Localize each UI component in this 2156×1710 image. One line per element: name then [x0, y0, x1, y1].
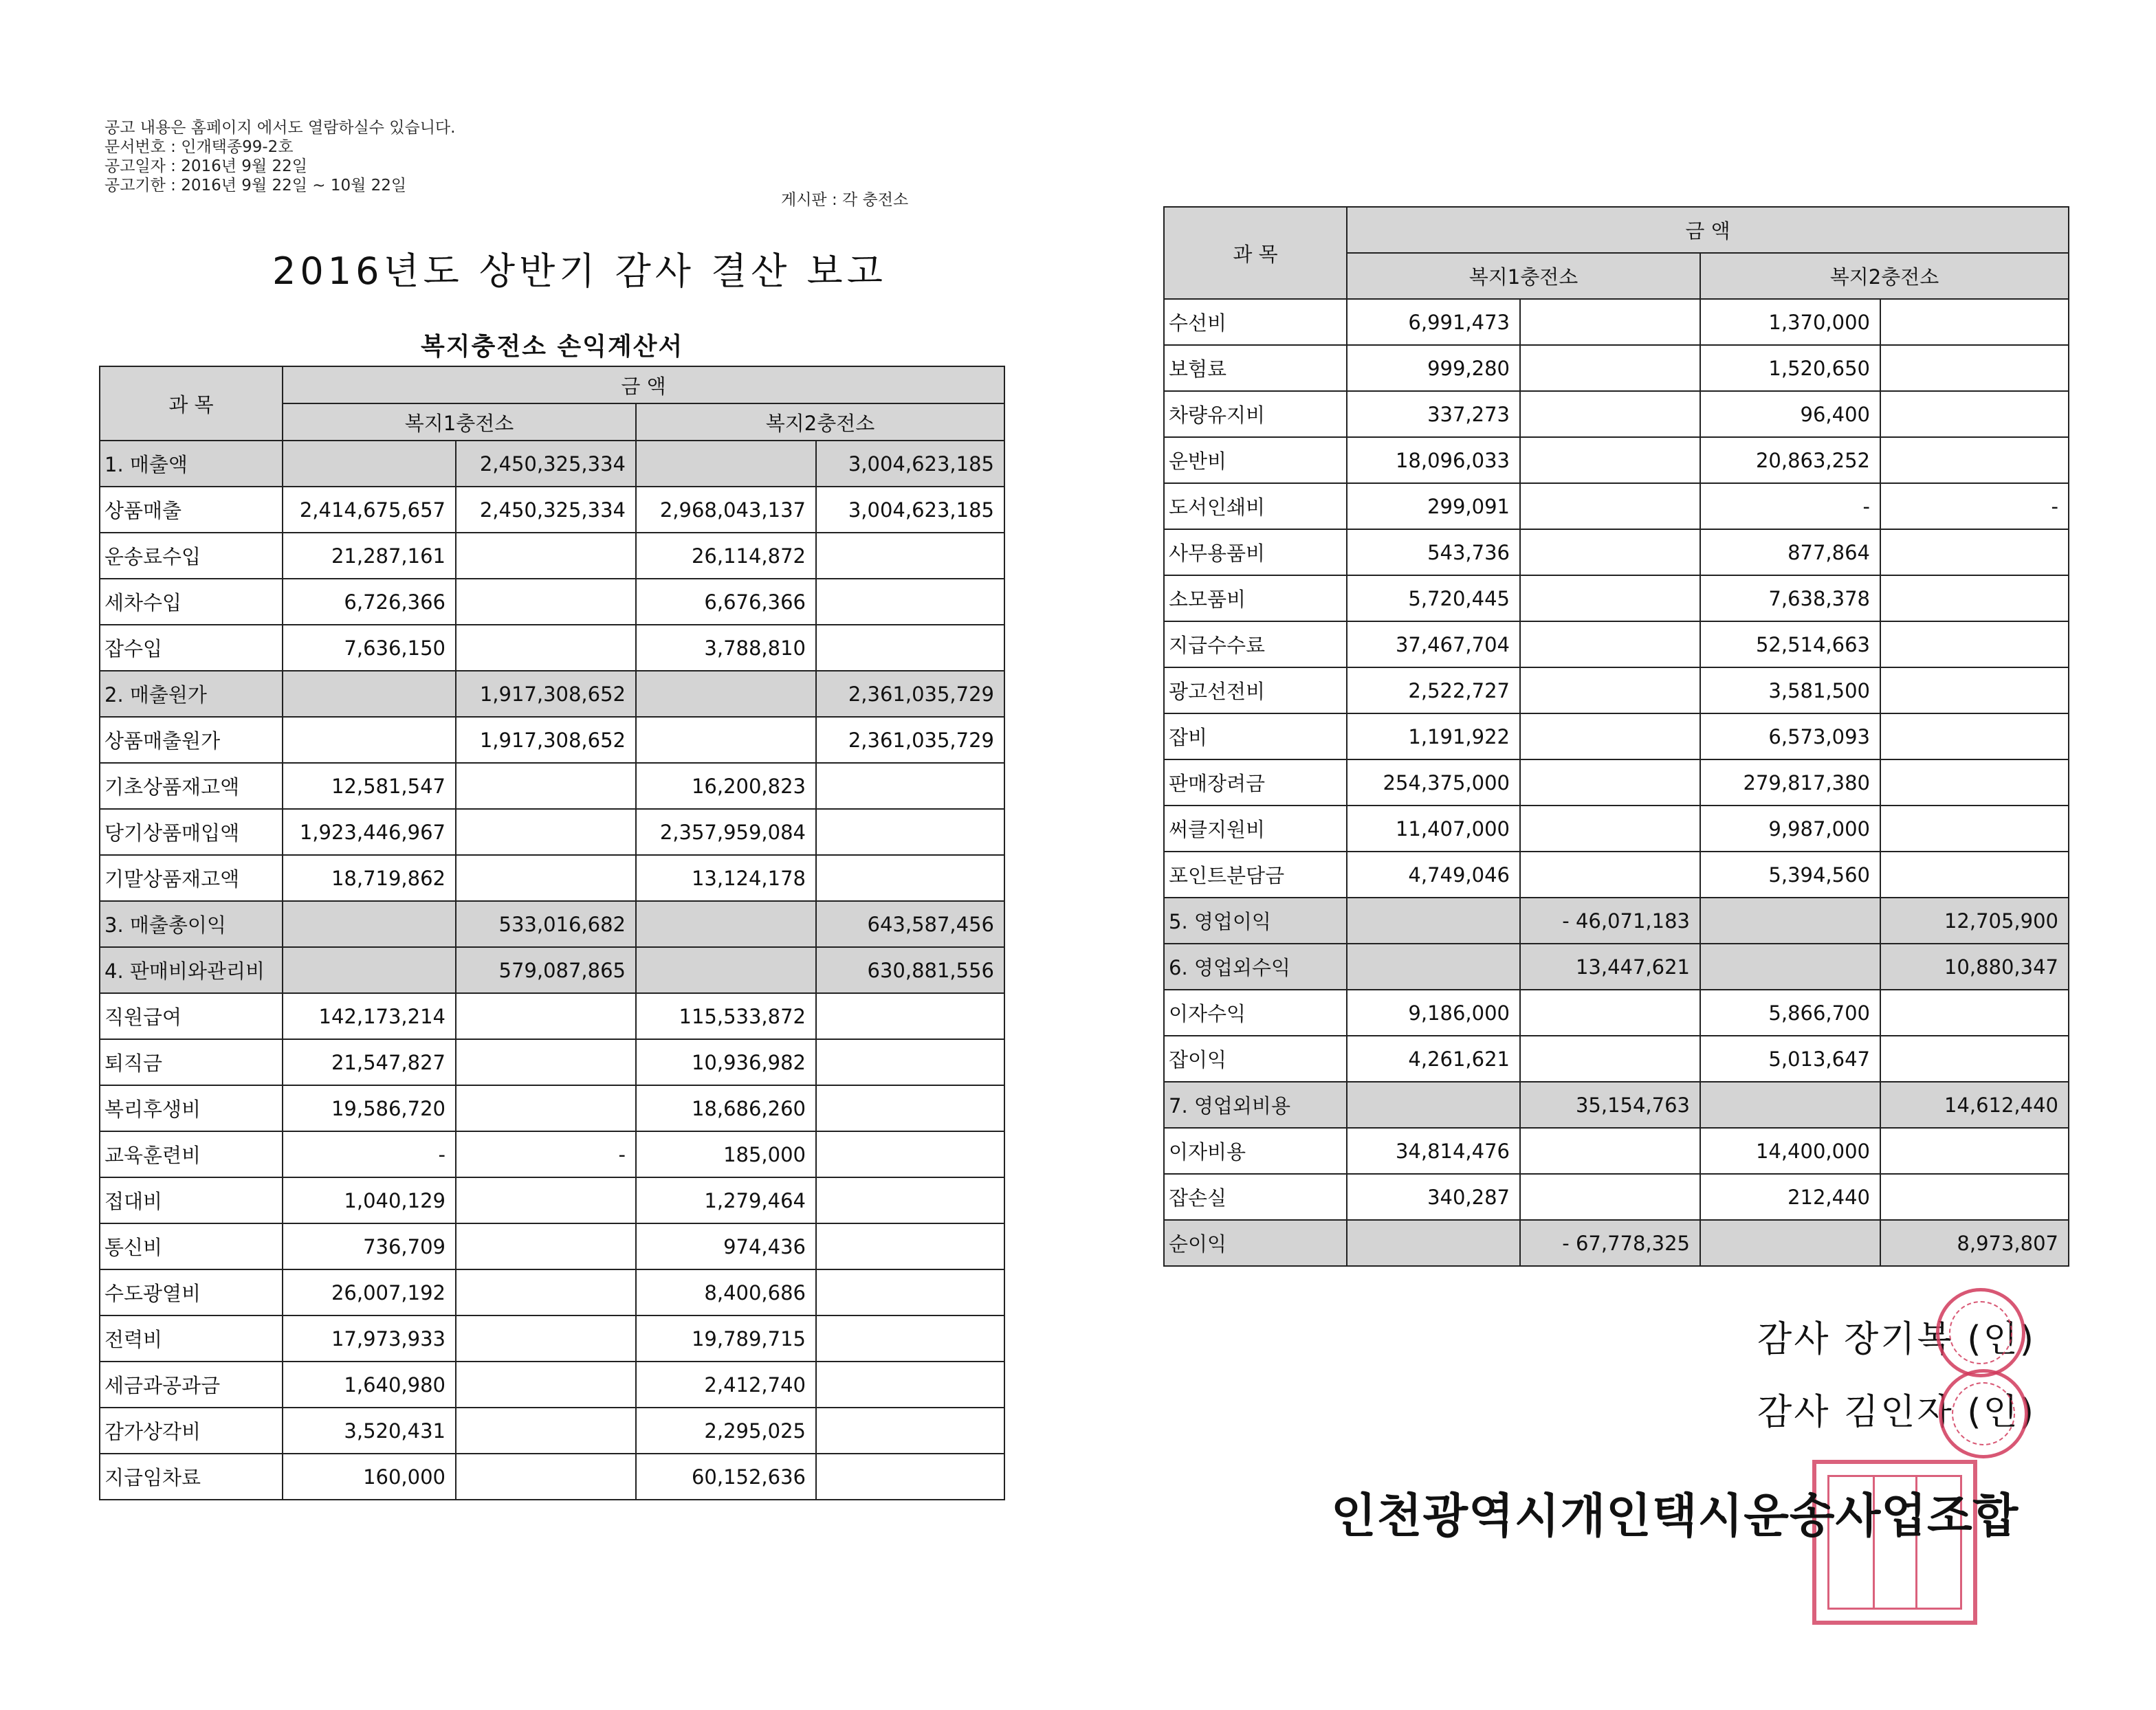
row-label: 접대비 — [100, 1177, 283, 1223]
table-row — [100, 1085, 1004, 1131]
station1-header: 복지1충전소 — [283, 403, 636, 441]
cell-station1-total — [456, 763, 636, 809]
row-label: 소모품비 — [1164, 575, 1347, 621]
cell-station2-total: 643,587,456 — [816, 901, 1004, 947]
cell-station1-detail — [283, 717, 456, 763]
cell-station2-detail: 6,573,093 — [1700, 713, 1880, 759]
row-label: 잡수입 — [100, 625, 283, 671]
station1-header: 복지1충전소 — [1347, 253, 1700, 299]
cell-station1-detail: 4,749,046 — [1347, 852, 1520, 898]
table-row — [1164, 391, 2069, 437]
row-label: 이자비용 — [1164, 1128, 1347, 1174]
cell-station2-detail — [636, 717, 816, 763]
cell-station1-total — [1520, 483, 1700, 529]
cell-station1-total — [1520, 391, 1700, 437]
cell-station1-detail: 3,520,431 — [283, 1408, 456, 1454]
cell-station1-detail: 21,547,827 — [283, 1039, 456, 1085]
cell-station2-total: 12,705,900 — [1880, 898, 2069, 944]
cell-station2-total — [816, 533, 1004, 579]
cell-station2-total — [816, 1408, 1004, 1454]
subject-header: 과 목 — [100, 366, 283, 441]
cell-station2-detail: 19,789,715 — [636, 1315, 816, 1362]
table-row — [1164, 806, 2069, 852]
cell-station2-total — [816, 1454, 1004, 1500]
cell-station1-total — [456, 1362, 636, 1408]
cell-station2-detail: 115,533,872 — [636, 993, 816, 1039]
cell-station1-total — [456, 533, 636, 579]
cell-station2-detail: 1,279,464 — [636, 1177, 816, 1223]
table-row — [100, 1177, 1004, 1223]
cell-station1-detail: 18,096,033 — [1347, 437, 1520, 483]
cell-station2-detail: 8,400,686 — [636, 1269, 816, 1315]
auditor-signature-1: 감사 장기복 (인) — [1757, 1319, 2036, 1360]
cell-station2-total — [816, 1269, 1004, 1315]
cell-station2-total — [1880, 621, 2069, 667]
cell-station1-total — [1520, 299, 1700, 345]
cell-station2-total — [1880, 345, 2069, 391]
income-statement-table-left — [99, 366, 1005, 1500]
table-row — [1164, 483, 2069, 529]
cell-station2-total: 14,612,440 — [1880, 1082, 2069, 1128]
cell-station2-total: 630,881,556 — [816, 947, 1004, 993]
table-row — [100, 1131, 1004, 1177]
table-row — [100, 1223, 1004, 1269]
notice-period: 공고기한 : 2016년 9월 22일 ~ 10월 22일 — [104, 177, 407, 195]
cell-station1-detail: 142,173,214 — [283, 993, 456, 1039]
section-row — [1164, 944, 2069, 990]
row-label: 기말상품재고액 — [100, 855, 283, 901]
row-label: 상품매출 — [100, 487, 283, 533]
cell-station1-total — [1520, 1036, 1700, 1082]
cell-station2-total: 3,004,623,185 — [816, 487, 1004, 533]
table-row — [100, 855, 1004, 901]
table-row — [100, 993, 1004, 1039]
table-row — [1164, 990, 2069, 1036]
cell-station2-detail: 212,440 — [1700, 1174, 1880, 1220]
station2-header: 복지2충전소 — [1700, 253, 2069, 299]
cell-station1-detail: 736,709 — [283, 1223, 456, 1269]
row-label: 기초상품재고액 — [100, 763, 283, 809]
cell-station1-detail — [1347, 1082, 1520, 1128]
cell-station2-total — [1880, 713, 2069, 759]
cell-station2-detail: 3,788,810 — [636, 625, 816, 671]
row-label: 전력비 — [100, 1315, 283, 1362]
row-label: 잡손실 — [1164, 1174, 1347, 1220]
cell-station1-detail: 11,407,000 — [1347, 806, 1520, 852]
section-row — [100, 671, 1004, 717]
cell-station1-detail — [283, 901, 456, 947]
cell-station2-detail: 877,864 — [1700, 529, 1880, 575]
cell-station1-total — [456, 1177, 636, 1223]
section-row — [1164, 1220, 2069, 1266]
cell-station1-total — [1520, 852, 1700, 898]
table-row — [100, 625, 1004, 671]
page-title: 2016년도 상반기 감사 결산 보고 — [272, 249, 887, 293]
row-label: 잡이익 — [1164, 1036, 1347, 1082]
cell-station1-total — [456, 993, 636, 1039]
cell-station2-total — [816, 763, 1004, 809]
cell-station1-total — [456, 1223, 636, 1269]
cell-station2-detail — [636, 901, 816, 947]
subject-header: 과 목 — [1164, 207, 1347, 299]
row-label: 보험료 — [1164, 345, 1347, 391]
cell-station1-total: - 46,071,183 — [1520, 898, 1700, 944]
cell-station2-detail: 52,514,663 — [1700, 621, 1880, 667]
cell-station1-detail: 543,736 — [1347, 529, 1520, 575]
cell-station1-total — [1520, 1174, 1700, 1220]
row-label: 교육훈련비 — [100, 1131, 283, 1177]
row-label: 1. 매출액 — [100, 441, 283, 487]
cell-station2-total — [816, 809, 1004, 855]
station2-header: 복지2충전소 — [636, 403, 1004, 441]
cell-station2-detail: 5,013,647 — [1700, 1036, 1880, 1082]
cell-station2-total — [816, 1315, 1004, 1362]
cell-station2-detail — [636, 947, 816, 993]
cell-station2-detail: 5,866,700 — [1700, 990, 1880, 1036]
cell-station1-total: 35,154,763 — [1520, 1082, 1700, 1128]
cell-station1-total — [456, 1085, 636, 1131]
cell-station2-detail: 60,152,636 — [636, 1454, 816, 1500]
cell-station1-total — [1520, 990, 1700, 1036]
cell-station1-detail: 19,586,720 — [283, 1085, 456, 1131]
table-row — [1164, 759, 2069, 806]
row-label: 세금과공과금 — [100, 1362, 283, 1408]
cell-station1-total — [456, 625, 636, 671]
cell-station1-detail — [1347, 944, 1520, 990]
cell-station2-detail: 2,968,043,137 — [636, 487, 816, 533]
cell-station2-detail: 96,400 — [1700, 391, 1880, 437]
cell-station1-detail: - — [283, 1131, 456, 1177]
table-row — [1164, 1128, 2069, 1174]
cell-station2-total — [1880, 437, 2069, 483]
cell-station2-total — [816, 1131, 1004, 1177]
income-statement-table-right — [1163, 206, 2069, 1267]
cell-station2-detail: 16,200,823 — [636, 763, 816, 809]
table-row — [1164, 713, 2069, 759]
cell-station2-total — [1880, 1036, 2069, 1082]
row-label: 잡비 — [1164, 713, 1347, 759]
section-row — [1164, 1082, 2069, 1128]
table-row — [100, 1039, 1004, 1085]
cell-station1-detail — [1347, 1220, 1520, 1266]
amount-header: 금 액 — [283, 366, 1004, 403]
cell-station2-total — [816, 993, 1004, 1039]
cell-station1-detail: 37,467,704 — [1347, 621, 1520, 667]
cell-station1-detail: 6,991,473 — [1347, 299, 1520, 345]
cell-station2-total: 8,973,807 — [1880, 1220, 2069, 1266]
table-row — [100, 1269, 1004, 1315]
cell-station2-total — [1880, 667, 2069, 713]
table-row — [1164, 1174, 2069, 1220]
cell-station2-detail: 20,863,252 — [1700, 437, 1880, 483]
row-label: 차량유지비 — [1164, 391, 1347, 437]
cell-station1-detail: 340,287 — [1347, 1174, 1520, 1220]
cell-station1-total — [1520, 667, 1700, 713]
section-row — [100, 947, 1004, 993]
cell-station1-detail: 1,191,922 — [1347, 713, 1520, 759]
cell-station1-detail — [1347, 898, 1520, 944]
cell-station1-total — [456, 579, 636, 625]
cell-station2-total: 10,880,347 — [1880, 944, 2069, 990]
amount-header: 금 액 — [1347, 207, 2069, 253]
row-label: 수선비 — [1164, 299, 1347, 345]
cell-station1-detail: 299,091 — [1347, 483, 1520, 529]
cell-station2-detail: 26,114,872 — [636, 533, 816, 579]
cell-station2-total — [816, 579, 1004, 625]
row-label: 이자수익 — [1164, 990, 1347, 1036]
table-row — [1164, 437, 2069, 483]
cell-station2-detail: 279,817,380 — [1700, 759, 1880, 806]
cell-station1-detail: 5,720,445 — [1347, 575, 1520, 621]
cell-station1-total: 533,016,682 — [456, 901, 636, 947]
cell-station2-total — [1880, 575, 2069, 621]
table-row — [100, 717, 1004, 763]
cell-station1-total: 13,447,621 — [1520, 944, 1700, 990]
cell-station2-detail: 2,412,740 — [636, 1362, 816, 1408]
cell-station2-detail: 10,936,982 — [636, 1039, 816, 1085]
cell-station2-total — [1880, 852, 2069, 898]
cell-station1-detail: 254,375,000 — [1347, 759, 1520, 806]
cell-station2-detail: 2,295,025 — [636, 1408, 816, 1454]
cell-station1-total: 1,917,308,652 — [456, 717, 636, 763]
cell-station2-detail — [1700, 1220, 1880, 1266]
cell-station1-detail: 34,814,476 — [1347, 1128, 1520, 1174]
notice-line: 공고 내용은 홈페이지 에서도 열람하실수 있습니다. — [104, 119, 456, 137]
table-row — [1164, 345, 2069, 391]
cell-station1-total — [1520, 1128, 1700, 1174]
cell-station1-detail: 999,280 — [1347, 345, 1520, 391]
cell-station2-detail: 6,676,366 — [636, 579, 816, 625]
section-row — [100, 901, 1004, 947]
table-row — [1164, 667, 2069, 713]
table-row — [100, 579, 1004, 625]
row-label: 2. 매출원가 — [100, 671, 283, 717]
cell-station1-total — [1520, 529, 1700, 575]
table-row — [1164, 852, 2069, 898]
notice-date: 공고일자 : 2016년 9월 22일 — [104, 157, 307, 175]
cell-station2-total — [1880, 391, 2069, 437]
table-row — [100, 763, 1004, 809]
cell-station2-total — [816, 1039, 1004, 1085]
cell-station2-total — [816, 625, 1004, 671]
cell-station2-total — [1880, 299, 2069, 345]
cell-station1-total — [456, 1269, 636, 1315]
board-location: 게시판 : 각 충전소 — [781, 191, 909, 209]
row-label: 6. 영업외수익 — [1164, 944, 1347, 990]
row-label: 수도광열비 — [100, 1269, 283, 1315]
cell-station2-detail: 974,436 — [636, 1223, 816, 1269]
row-label: 4. 판매비와관리비 — [100, 947, 283, 993]
cell-station1-total: 2,450,325,334 — [456, 487, 636, 533]
row-label: 5. 영업이익 — [1164, 898, 1347, 944]
cell-station1-total: - — [456, 1131, 636, 1177]
auditor-signature-2: 감사 김인자 (인) — [1757, 1392, 2036, 1433]
cell-station1-total: - 67,778,325 — [1520, 1220, 1700, 1266]
cell-station1-total — [1520, 575, 1700, 621]
cell-station2-total: - — [1880, 483, 2069, 529]
cell-station2-total — [1880, 529, 2069, 575]
table-row — [100, 533, 1004, 579]
cell-station2-total — [816, 1085, 1004, 1131]
cell-station1-total — [1520, 621, 1700, 667]
cell-station1-detail — [283, 441, 456, 487]
cell-station1-detail: 1,040,129 — [283, 1177, 456, 1223]
cell-station2-total — [816, 1362, 1004, 1408]
cell-station2-total — [1880, 990, 2069, 1036]
table-row — [1164, 575, 2069, 621]
notice-block — [104, 118, 455, 195]
row-label: 지급수수료 — [1164, 621, 1347, 667]
cell-station2-total — [1880, 806, 2069, 852]
row-label: 퇴직금 — [100, 1039, 283, 1085]
table-row — [100, 1315, 1004, 1362]
cell-station2-detail: 13,124,178 — [636, 855, 816, 901]
cell-station2-total: 3,004,623,185 — [816, 441, 1004, 487]
union-name: 인천광역시개인택시운송사업조합 — [1331, 1489, 2019, 1544]
cell-station1-total — [1520, 345, 1700, 391]
cell-station2-detail: 14,400,000 — [1700, 1128, 1880, 1174]
row-label: 도서인쇄비 — [1164, 483, 1347, 529]
cell-station1-total — [1520, 806, 1700, 852]
cell-station2-detail — [1700, 944, 1880, 990]
auditor-seal-1 — [1936, 1288, 2025, 1377]
cell-station2-detail — [636, 671, 816, 717]
cell-station1-total — [456, 855, 636, 901]
cell-station1-total — [1520, 437, 1700, 483]
cell-station2-detail: 9,987,000 — [1700, 806, 1880, 852]
cell-station1-detail: 12,581,547 — [283, 763, 456, 809]
cell-station1-detail: 7,636,150 — [283, 625, 456, 671]
cell-station2-detail: 5,394,560 — [1700, 852, 1880, 898]
table-row — [100, 1408, 1004, 1454]
table-row — [100, 1454, 1004, 1500]
left-table-body — [100, 441, 1004, 1500]
row-label: 사무용품비 — [1164, 529, 1347, 575]
cell-station1-detail: 17,973,933 — [283, 1315, 456, 1362]
table-row — [1164, 529, 2069, 575]
cell-station2-detail: 3,581,500 — [1700, 667, 1880, 713]
table-row — [1164, 1036, 2069, 1082]
cell-station1-detail: 21,287,161 — [283, 533, 456, 579]
row-label: 지급임차료 — [100, 1454, 283, 1500]
table-row — [1164, 299, 2069, 345]
cell-station2-detail — [636, 441, 816, 487]
cell-station2-total — [816, 855, 1004, 901]
cell-station2-detail — [1700, 1082, 1880, 1128]
row-label: 광고선전비 — [1164, 667, 1347, 713]
cell-station1-detail: 26,007,192 — [283, 1269, 456, 1315]
cell-station1-detail: 6,726,366 — [283, 579, 456, 625]
table-row — [100, 1362, 1004, 1408]
cell-station2-total: 2,361,035,729 — [816, 717, 1004, 763]
cell-station2-detail: 18,686,260 — [636, 1085, 816, 1131]
cell-station2-detail: 185,000 — [636, 1131, 816, 1177]
row-label: 순이익 — [1164, 1220, 1347, 1266]
cell-station2-total — [1880, 1128, 2069, 1174]
row-label: 써클지원비 — [1164, 806, 1347, 852]
cell-station1-detail: 4,261,621 — [1347, 1036, 1520, 1082]
table-row — [1164, 621, 2069, 667]
row-label: 당기상품매입액 — [100, 809, 283, 855]
table-row — [100, 487, 1004, 533]
row-label: 직원급여 — [100, 993, 283, 1039]
cell-station1-total — [1520, 713, 1700, 759]
cell-station2-detail — [1700, 898, 1880, 944]
cell-station2-detail: 7,638,378 — [1700, 575, 1880, 621]
cell-station1-detail — [283, 671, 456, 717]
table-row — [100, 809, 1004, 855]
row-label: 포인트분담금 — [1164, 852, 1347, 898]
cell-station1-total — [456, 1039, 636, 1085]
cell-station2-total: 2,361,035,729 — [816, 671, 1004, 717]
cell-station1-total — [1520, 759, 1700, 806]
section-row — [100, 441, 1004, 487]
row-label: 7. 영업외비용 — [1164, 1082, 1347, 1128]
cell-station1-detail: 1,640,980 — [283, 1362, 456, 1408]
cell-station1-detail: 1,923,446,967 — [283, 809, 456, 855]
cell-station1-detail — [283, 947, 456, 993]
cell-station2-detail: - — [1700, 483, 1880, 529]
statement-title: 복지충전소 손익계산서 — [421, 333, 684, 361]
row-label: 세차수입 — [100, 579, 283, 625]
cell-station1-detail: 2,522,727 — [1347, 667, 1520, 713]
row-label: 3. 매출총이익 — [100, 901, 283, 947]
row-label: 운반비 — [1164, 437, 1347, 483]
row-label: 운송료수입 — [100, 533, 283, 579]
row-label: 판매장려금 — [1164, 759, 1347, 806]
cell-station2-detail: 1,520,650 — [1700, 345, 1880, 391]
auditor-seal-2 — [1939, 1369, 2028, 1458]
section-row — [1164, 898, 2069, 944]
cell-station2-total — [1880, 759, 2069, 806]
cell-station1-total — [456, 809, 636, 855]
cell-station1-detail: 160,000 — [283, 1454, 456, 1500]
row-label: 복리후생비 — [100, 1085, 283, 1131]
cell-station1-total — [456, 1408, 636, 1454]
cell-station1-total: 579,087,865 — [456, 947, 636, 993]
cell-station1-total: 2,450,325,334 — [456, 441, 636, 487]
cell-station1-detail: 337,273 — [1347, 391, 1520, 437]
row-label: 감가상각비 — [100, 1408, 283, 1454]
right-table-body — [1164, 299, 2069, 1266]
document-number: 문서번호 : 인개택종99-2호 — [104, 138, 294, 156]
cell-station2-detail: 1,370,000 — [1700, 299, 1880, 345]
cell-station1-total — [456, 1315, 636, 1362]
cell-station1-detail: 9,186,000 — [1347, 990, 1520, 1036]
cell-station2-total — [816, 1177, 1004, 1223]
cell-station1-detail: 18,719,862 — [283, 855, 456, 901]
cell-station2-detail: 2,357,959,084 — [636, 809, 816, 855]
row-label: 상품매출원가 — [100, 717, 283, 763]
row-label: 통신비 — [100, 1223, 283, 1269]
cell-station1-detail: 2,414,675,657 — [283, 487, 456, 533]
cell-station1-total — [456, 1454, 636, 1500]
cell-station2-total — [816, 1223, 1004, 1269]
cell-station1-total: 1,917,308,652 — [456, 671, 636, 717]
cell-station2-total — [1880, 1174, 2069, 1220]
